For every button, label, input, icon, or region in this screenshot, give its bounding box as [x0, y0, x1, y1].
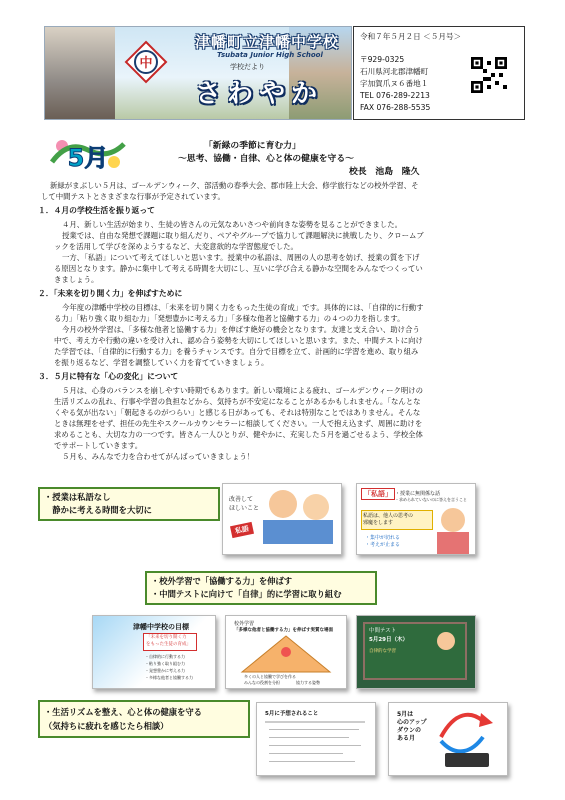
school-emblem [123, 39, 169, 85]
section-1-line: る原因となります。静かに集中して考える時間を大切にし、互いに学び合える静かな空間をみんなでつくってい [54, 264, 423, 273]
section-1-line: ４月、新しい生活が始まり、生徒の皆さんの元気なあいさつや前向きな姿勢を見ることができました。 [62, 220, 402, 229]
callout-line: ・生活リズムを整え、心と体の健康を守る [44, 707, 202, 717]
may-badge [48, 132, 128, 176]
callout-box [38, 487, 220, 521]
section-2-line: る力」「粘り強く取り組む力」「発想豊かに考える力」「多様な他者と協働する力」の４つの力を指します。 [54, 314, 405, 323]
article-subtitle: ～思考、協働・自律、心と体の健康を守る～ [178, 154, 354, 164]
section-2-line: を振り返るなど、学習を調整していく力を育てていきましょう。 [54, 358, 269, 367]
card-text: 改善して [229, 496, 254, 503]
section-3-line: ５月も、みんなで力を合わせてがんばっていきましょう！ [62, 452, 255, 461]
card-text: ・自律的に行動する力 [145, 654, 185, 659]
section-2-line: 今年度の津幡中学校の目標は、「未来を切り開く力をもった生徒の育成」です。具体的には、「自律的に行動す [62, 303, 424, 312]
card-text: ・多様な他者と協働する力 [145, 675, 193, 680]
section-heading: ２．「未来を切り開く力」を伸ばすために [38, 289, 183, 298]
article-title: 「新緑の季節に育む力」 [204, 141, 301, 151]
card-text: 協力する姿勢 [296, 680, 320, 685]
section-3-line: ときは無理をせず、担任の先生やスクールカウンセラーに相談してください。一人で抱え込まず、周囲に助けを [54, 419, 423, 428]
issue-info-box [353, 26, 525, 120]
school-name-roman: Tsubata Junior High School [217, 51, 323, 59]
card-text: をもった生徒の育成」 [146, 642, 191, 647]
slide-card-mood-swings [388, 702, 508, 776]
card-text: 自律的な学習 [369, 649, 396, 654]
card-text: 5月は [397, 711, 414, 718]
callout-line: ・授業は私語なし [44, 492, 111, 502]
card-text: ・求められていないのに答えを言うこと [395, 497, 467, 502]
slide-card-may-expectations [256, 702, 376, 776]
card-text: 多くの人と協働で学びを作る [244, 674, 296, 679]
slide-card-midterm [356, 615, 476, 689]
section-3-line: くやる気が出ない」「朝起きるのがつらい」と感じる日があっても、それは特別なことではありません。そんな [54, 408, 421, 417]
postal-code: 〒929-0325 [360, 55, 405, 64]
section-heading: ３．５月に特有な「心の変化」について [38, 372, 179, 381]
card-text: 邪魔をします [363, 520, 394, 526]
section-3-line: でサポートしていきます。 [54, 441, 143, 450]
address-line-2: 字加賀爪ヌ６番地１ [360, 79, 429, 88]
card-text: 津幡中学校の目標 [133, 623, 189, 631]
card-text: 5月に予想されること [265, 711, 319, 717]
callout-box [145, 571, 377, 605]
header-banner [44, 26, 352, 120]
callout-line: ・中間テストに向けて「自律」的に学習に取り組む [151, 589, 342, 599]
card-text: ほしいこと [229, 505, 260, 512]
slide-card-field-trip [225, 615, 347, 689]
newsletter-title: さわやか [195, 79, 324, 109]
slide-card-chatting-definition [356, 483, 476, 555]
pyramid-graphic [234, 634, 338, 674]
callout-line: ・校外学習で「協働する力」を伸ばす [151, 576, 293, 586]
section-2-line: 中で、考え方や行動の違いを受け入れ、認め合う姿勢を大切にしてほしいと思います。また、中間テストに向け [54, 336, 423, 345]
school-photo-left [45, 27, 115, 119]
section-1-line: ックを活用して学びを深めようするなど、大変意欲的な学習態度でした。 [54, 242, 298, 251]
qr-code[interactable] [471, 57, 507, 93]
issue-date: 令和７年５月２日 ＜５月号＞ [360, 32, 462, 41]
card-text: 「私語」 [361, 488, 395, 500]
card-text: ・粘り強く取り組む力 [145, 661, 185, 666]
card-text: ・集中が切れる [365, 535, 401, 541]
newsletter-kind: 学校だより [230, 63, 265, 71]
article-author: 校長 池島 隆久 [349, 167, 420, 177]
illustration-desk [263, 520, 333, 544]
school-name: 津幡町立津幡中学校 [195, 33, 340, 51]
section-1-line: 一方、「私語」について考えてほしいと思います。授業中の私語は、周囲の人の思考を妨げ、授業の質を下げ [62, 253, 420, 262]
fax: FAX 076-288-5535 [360, 103, 431, 112]
telephone: TEL 076-289-2213 [360, 91, 430, 100]
card-text: ダウンの [397, 727, 422, 734]
card-text: 5月29日（木） [369, 637, 408, 643]
section-3-line: ５月は、心身のバランスを崩しやすい時期でもあります。新しい環境による疲れ、ゴールデンウィーク明けの [62, 386, 424, 395]
callout-line: （気持ちに疲れを感じたら相談） [44, 721, 169, 731]
section-1-line: 授業では、自由な発想で課題に取り組んだり、ペアやグループで協力して課題解決に挑戦したり、クロームブ [62, 231, 424, 240]
month-badge-text: 5月 [67, 144, 109, 172]
slide-card-school-goal [92, 615, 216, 689]
card-text: ・授業に無関係な話 [395, 491, 441, 497]
card-text: ある月 [397, 735, 416, 742]
intro-line-2: して中間テストとさまざまな行事が予定されています。 [41, 192, 225, 201]
section-3-line: 生活リズムの乱れ、行事や学習の負担などから、気持ちが不安定になることがあるかもしれません。「なんとな [54, 397, 421, 406]
card-text: 私語 [230, 522, 254, 538]
illustration-face [269, 490, 297, 518]
emblem-char: 中 [139, 56, 153, 71]
illustration-face [303, 494, 329, 520]
card-text: 私語は、他人の思考の [363, 513, 414, 519]
address-line-1: 石川県河北郡津幡町 [360, 67, 429, 76]
card-text: 校外学習 [234, 621, 255, 627]
card-text: 心のアップ [397, 719, 427, 726]
card-text: 「未来を切り開く力 [146, 635, 187, 640]
illustration-teacher [441, 508, 465, 532]
card-text: 中間テスト [369, 628, 397, 634]
section-2-line: た学習では、「自律的に行動する力」を養うチャンスです。自分で目標を立て、計画的に学習を進め、取り組み [54, 347, 419, 356]
card-text: みんなの役割を分担 [244, 680, 280, 685]
callout-box [38, 700, 250, 738]
card-text: 「多様な他者と協働する力」を伸ばす実質な場面 [234, 628, 333, 633]
intro-line-1: 新緑がまぶしい５月は、ゴールデンウィーク、部活動の春季大会、郡市陸上大会、修学旅行などの校外学習、そ [50, 181, 419, 190]
card-text: ・考えが止まる [365, 542, 401, 548]
section-heading: １．４月の学校生活を振り返って [38, 206, 155, 215]
section-1-line: きましょう。 [54, 275, 99, 284]
callout-line: 静かに考える時間を大切に [44, 505, 152, 515]
card-text: ・発想豊かに考える力 [145, 668, 185, 673]
mood-arrow-graphic [435, 707, 503, 771]
section-2-line: 今月の校外学習は、「多様な他者と協働する力」を伸ばす絶好の機会となります。友達と支え合い、助け合う [62, 325, 420, 334]
section-3-line: 求めることも、大切な力の一つです。皆さん一人ひとりが、健やかに、充実した５月を過ごせるよう、学校全体 [54, 430, 423, 439]
slide-card-chatting [222, 483, 342, 555]
